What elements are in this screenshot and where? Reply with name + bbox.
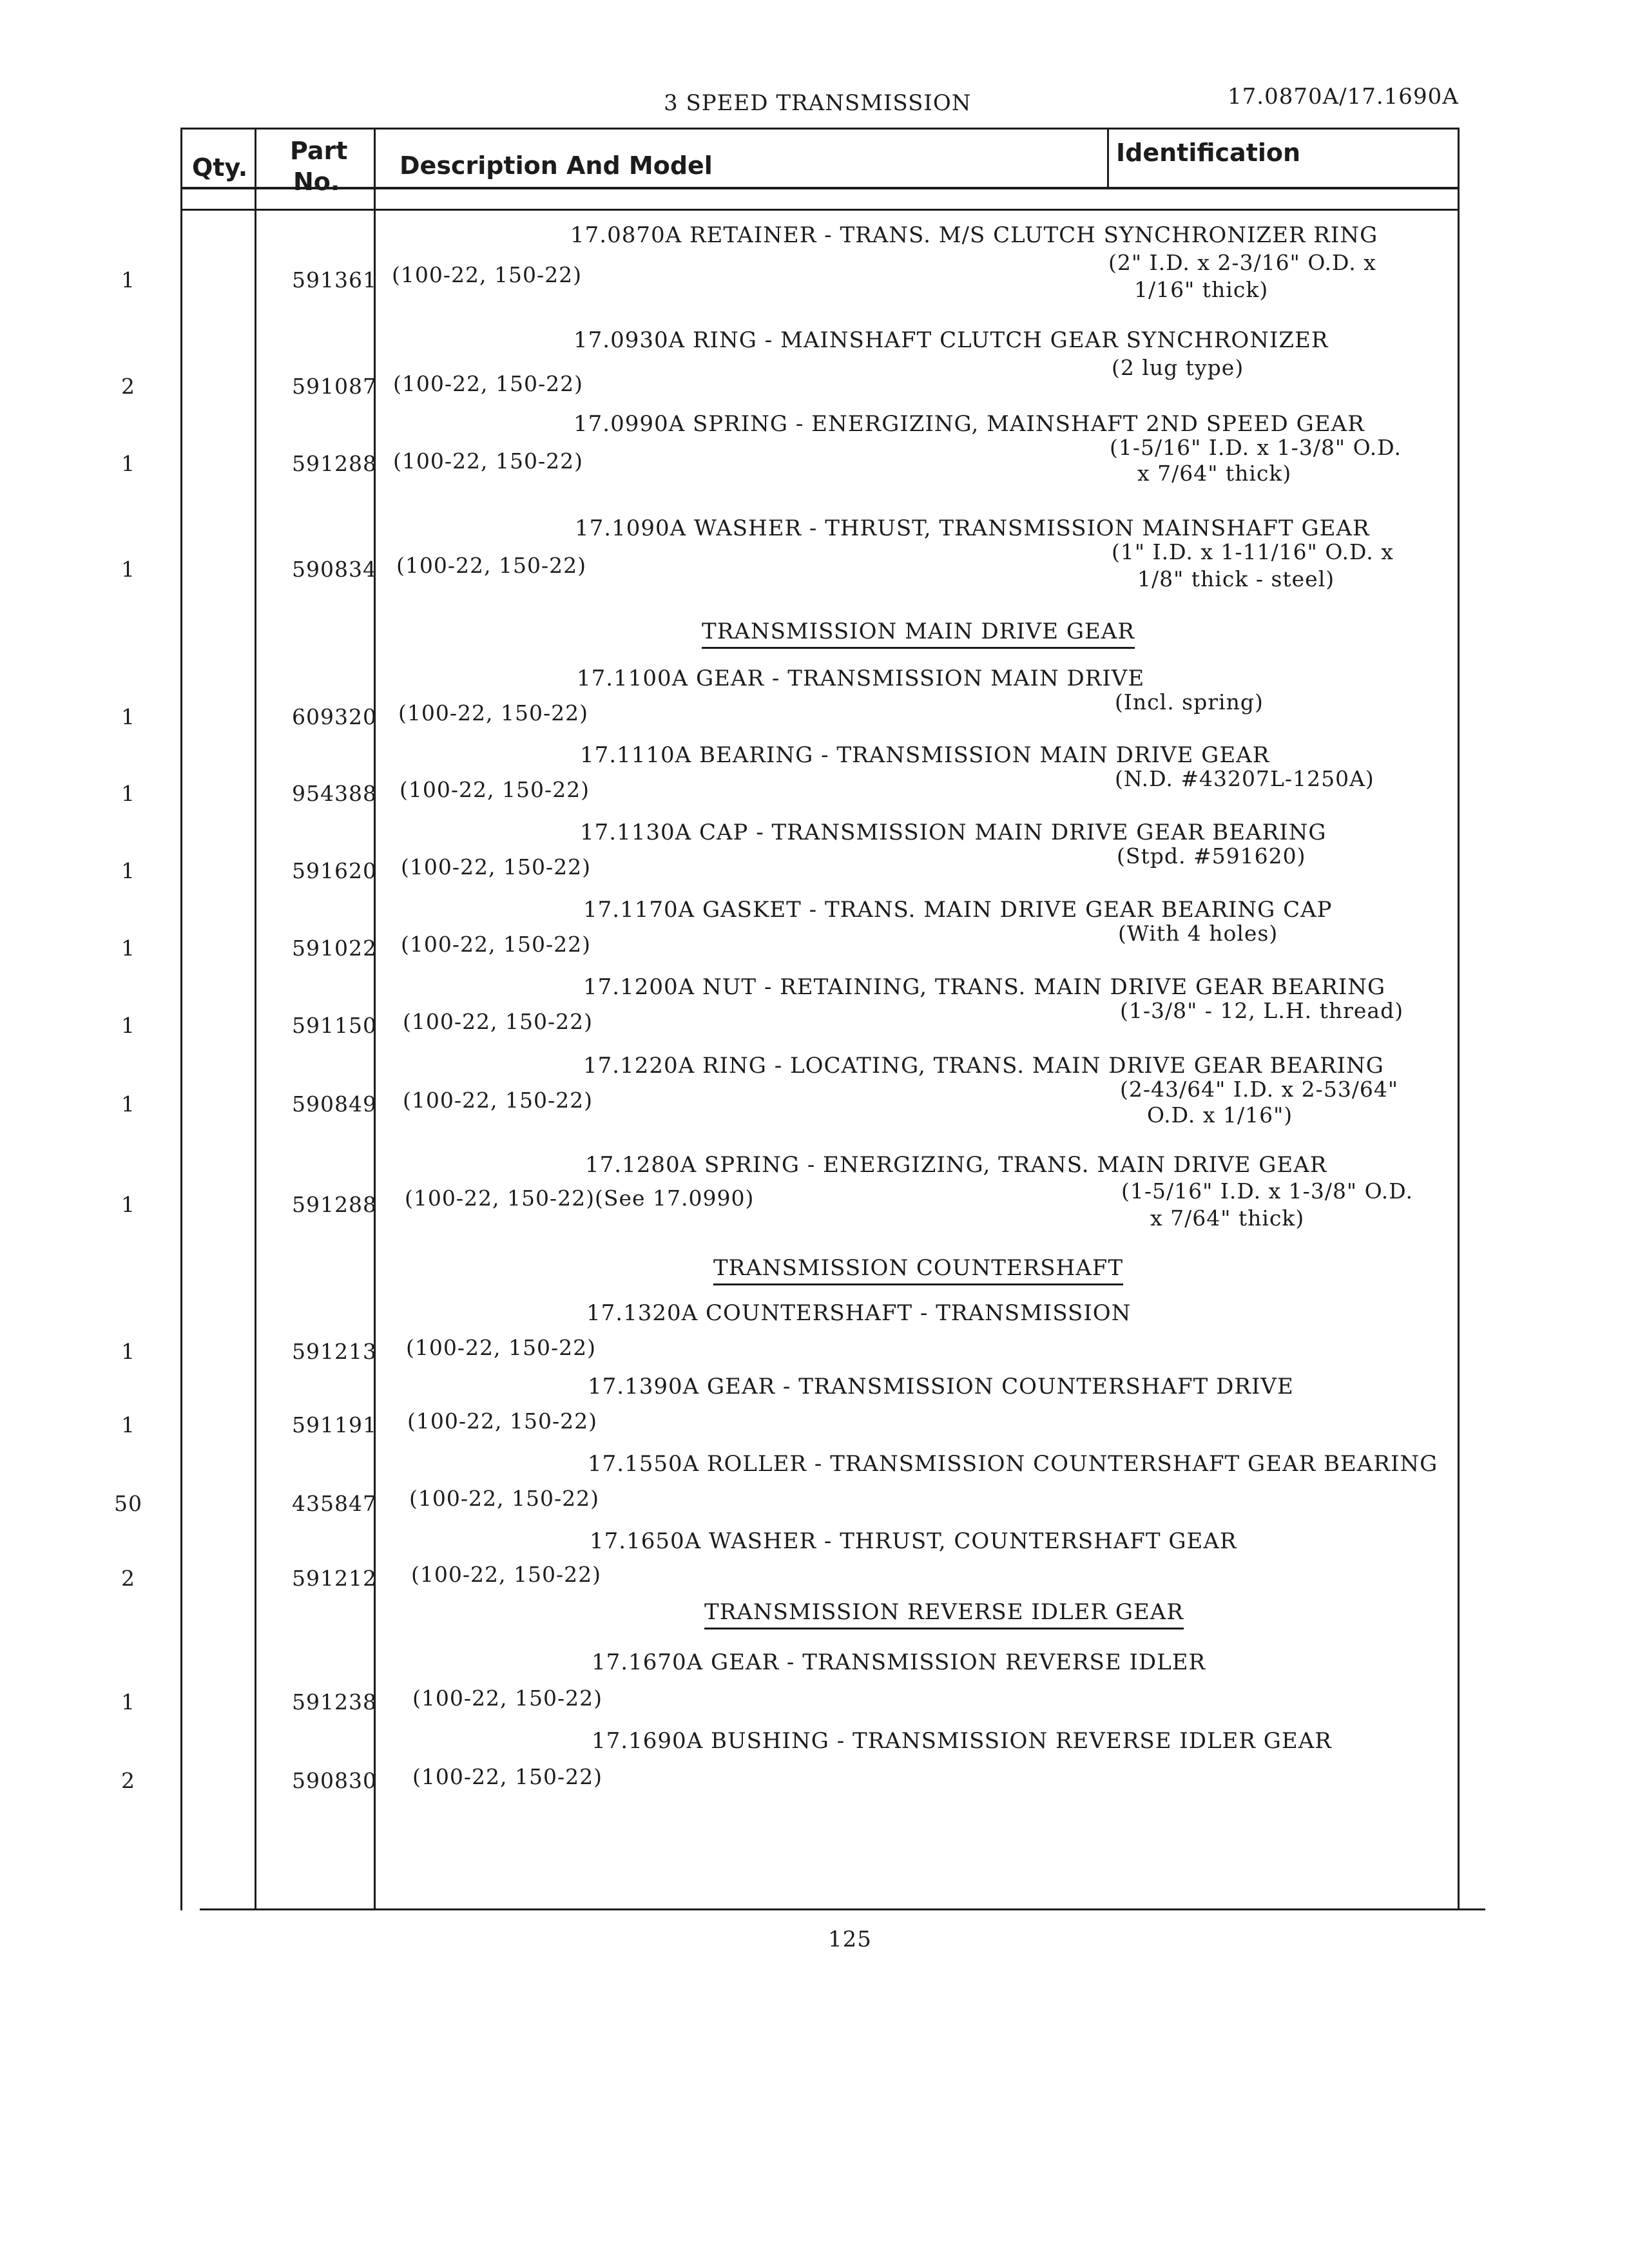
- table-row: [0, 1300, 1629, 1364]
- qty-cell: 2: [121, 1566, 135, 1591]
- qty-header: Qty.: [192, 153, 248, 182]
- table-row: [0, 515, 1629, 591]
- part-title: 17.0990A SPRING - ENERGIZING, MAINSHAFT 2ND SPEED GEAR: [574, 411, 1365, 437]
- qty-cell: 1: [121, 267, 135, 293]
- identification-line: (1-5/16" I.D. x 1-3/8" O.D.: [1121, 1178, 1413, 1204]
- qty-cell: 1: [121, 781, 135, 806]
- part-number-cell: 609320: [292, 704, 377, 729]
- desc-ident-divider: [1107, 128, 1109, 187]
- model-cell: (100-22, 150-22): [396, 553, 586, 578]
- identification-line: 1/16" thick): [1134, 277, 1269, 302]
- qty-cell: 1: [121, 704, 135, 729]
- model-cell: (100-22, 150-22): [393, 448, 583, 474]
- model-cell: (100-22, 150-22): [403, 1009, 593, 1034]
- header-underline: [180, 209, 1460, 211]
- section-heading: [644, 1255, 1192, 1281]
- identification-line: x 7/64" thick): [1150, 1206, 1305, 1231]
- model-cell: (100-22, 150-22): [398, 700, 588, 726]
- table-row: [0, 411, 1629, 486]
- identification-line: x 7/64" thick): [1137, 461, 1292, 486]
- page-number: 125: [828, 1927, 872, 1952]
- model-cell: (100-22, 150-22): [401, 854, 591, 879]
- model-cell: (100-22, 150-22): [392, 262, 582, 287]
- table-row: [0, 1728, 1629, 1793]
- table-bottom-border: [200, 1908, 1485, 1910]
- qty-cell: 50: [114, 1491, 142, 1516]
- model-cell: (100-22, 150-22): [403, 1088, 593, 1113]
- part-number-cell: 591620: [292, 858, 377, 883]
- qty-cell: 1: [121, 858, 135, 883]
- qty-cell: 1: [121, 557, 135, 582]
- model-cell: (100-22, 150-22): [412, 1686, 602, 1711]
- qty-cell: 1: [121, 1091, 135, 1117]
- part-title: 17.1280A SPRING - ENERGIZING, TRANS. MAIN DRIVE GEAR: [585, 1152, 1327, 1178]
- part-header-line2: No.: [293, 168, 340, 196]
- section-reference: 17.0870A/17.1690A: [1228, 84, 1459, 110]
- qty-cell: 1: [121, 1412, 135, 1437]
- part-number-cell: 591212: [292, 1566, 377, 1591]
- part-title: 17.1220A RING - LOCATING, TRANS. MAIN DRIVE GEAR BEARING: [583, 1053, 1384, 1079]
- description-header: Description And Model: [400, 151, 713, 180]
- qty-cell: 2: [121, 374, 135, 399]
- part-number-cell: 590849: [292, 1091, 377, 1117]
- part-number-cell: 591288: [292, 1192, 377, 1217]
- part-title: 17.1090A WASHER - THRUST, TRANSMISSION MAINSHAFT GEAR: [575, 515, 1370, 541]
- header-bottom-border: [180, 187, 1460, 189]
- part-title: 17.1110A BEARING - TRANSMISSION MAIN DRIVE GEAR: [580, 742, 1270, 768]
- part-title: 17.1390A GEAR - TRANSMISSION COUNTERSHAFT DRIVE: [588, 1374, 1294, 1399]
- part-number-cell: 591191: [292, 1412, 377, 1437]
- identification-line: (With 4 holes): [1118, 921, 1278, 946]
- model-cell: (100-22, 150-22): [400, 777, 590, 802]
- identification-line: (1" I.D. x 1-11/16" O.D. x: [1112, 539, 1394, 564]
- model-cell: (100-22, 150-22): [393, 371, 583, 396]
- table-row: [0, 1451, 1629, 1516]
- qty-cell: 1: [121, 1339, 135, 1364]
- table-row: [0, 1649, 1629, 1715]
- table-row: [0, 1152, 1629, 1231]
- identification-line: (1-3/8" - 12, L.H. thread): [1120, 998, 1404, 1023]
- part-title: 17.1650A WASHER - THRUST, COUNTERSHAFT GEAR: [590, 1528, 1237, 1554]
- qty-cell: 2: [121, 1768, 135, 1793]
- part-number-cell: 591238: [292, 1689, 377, 1715]
- part-number-cell: 435847: [292, 1491, 377, 1516]
- part-number-cell: 591288: [292, 451, 377, 476]
- identification-line: O.D. x 1/16"): [1147, 1102, 1293, 1128]
- part-number-cell: 954388: [292, 781, 377, 806]
- model-cell: (100-22, 150-22)(See 17.0990): [405, 1186, 755, 1211]
- part-title: 17.1200A NUT - RETAINING, TRANS. MAIN DRIVE GEAR BEARING: [583, 974, 1386, 1000]
- qty-cell: 1: [121, 1689, 135, 1715]
- model-cell: (100-22, 150-22): [401, 932, 591, 957]
- model-cell: (100-22, 150-22): [412, 1764, 602, 1789]
- identification-line: (2-43/64" I.D. x 2-53/64": [1120, 1077, 1399, 1102]
- identification-line: (N.D. #43207L-1250A): [1115, 766, 1374, 791]
- model-cell: (100-22, 150-22): [409, 1486, 599, 1511]
- table-row: [0, 1528, 1629, 1591]
- part-title: 17.1670A GEAR - TRANSMISSION REVERSE IDLER: [592, 1649, 1206, 1675]
- part-number-cell: 591361: [292, 267, 377, 293]
- table-row: [0, 974, 1629, 1038]
- document-title: 3 SPEED TRANSMISSION: [664, 90, 972, 116]
- qty-cell: 1: [121, 936, 135, 961]
- table-top-border: [180, 128, 1460, 130]
- model-cell: (100-22, 150-22): [406, 1335, 596, 1360]
- part-title: 17.1320A COUNTERSHAFT - TRANSMISSION: [586, 1300, 1132, 1326]
- part-number-cell: 591087: [292, 374, 377, 399]
- table-row: [0, 327, 1629, 399]
- part-number-cell: 591150: [292, 1013, 377, 1038]
- part-number-cell: 591213: [292, 1339, 377, 1364]
- identification-line: (2 lug type): [1112, 355, 1244, 380]
- part-title: 17.0930A RING - MAINSHAFT CLUTCH GEAR SYNCHRONIZER: [574, 327, 1329, 353]
- table-row: [0, 222, 1629, 302]
- part-title: 17.1550A ROLLER - TRANSMISSION COUNTERSHAFT GEAR BEARING: [588, 1451, 1438, 1477]
- part-header-line1: Part: [290, 137, 348, 165]
- identification-line: 1/8" thick - steel): [1137, 566, 1335, 591]
- table-right-border: [1458, 128, 1460, 1910]
- part-title: 17.1170A GASKET - TRANS. MAIN DRIVE GEAR BEARING CAP: [583, 897, 1333, 923]
- part-title: 17.0870A RETAINER - TRANS. M/S CLUTCH SYNCHRONIZER RING: [570, 222, 1378, 248]
- table-row: [0, 897, 1629, 961]
- identification-line: (Stpd. #591620): [1117, 843, 1306, 869]
- identification-header: Identification: [1116, 139, 1301, 167]
- section-heading: [644, 619, 1192, 644]
- part-title: 17.1100A GEAR - TRANSMISSION MAIN DRIVE: [577, 666, 1145, 691]
- section-heading-text: TRANSMISSION REVERSE IDLER GEAR: [704, 1599, 1184, 1629]
- part-title: 17.1690A BUSHING - TRANSMISSION REVERSE IDLER GEAR: [592, 1728, 1332, 1754]
- identification-line: (Incl. spring): [1115, 689, 1264, 715]
- section-heading-text: TRANSMISSION MAIN DRIVE GEAR: [702, 619, 1135, 649]
- part-number-cell: 590830: [292, 1768, 377, 1793]
- qty-cell: 1: [121, 1013, 135, 1038]
- identification-line: (2" I.D. x 2-3/16" O.D. x: [1108, 250, 1376, 275]
- qty-cell: 1: [121, 1192, 135, 1217]
- part-title: 17.1130A CAP - TRANSMISSION MAIN DRIVE GEAR BEARING: [580, 820, 1327, 845]
- model-cell: (100-22, 150-22): [407, 1408, 597, 1434]
- model-cell: (100-22, 150-22): [411, 1562, 601, 1587]
- section-heading: [670, 1599, 1218, 1625]
- section-heading-text: TRANSMISSION COUNTERSHAFT: [713, 1255, 1123, 1285]
- part-number-cell: 591022: [292, 936, 377, 961]
- identification-line: (1-5/16" I.D. x 1-3/8" O.D.: [1110, 435, 1402, 460]
- qty-cell: 1: [121, 451, 135, 476]
- part-number-cell: 590834: [292, 557, 377, 582]
- table-row: [0, 742, 1629, 806]
